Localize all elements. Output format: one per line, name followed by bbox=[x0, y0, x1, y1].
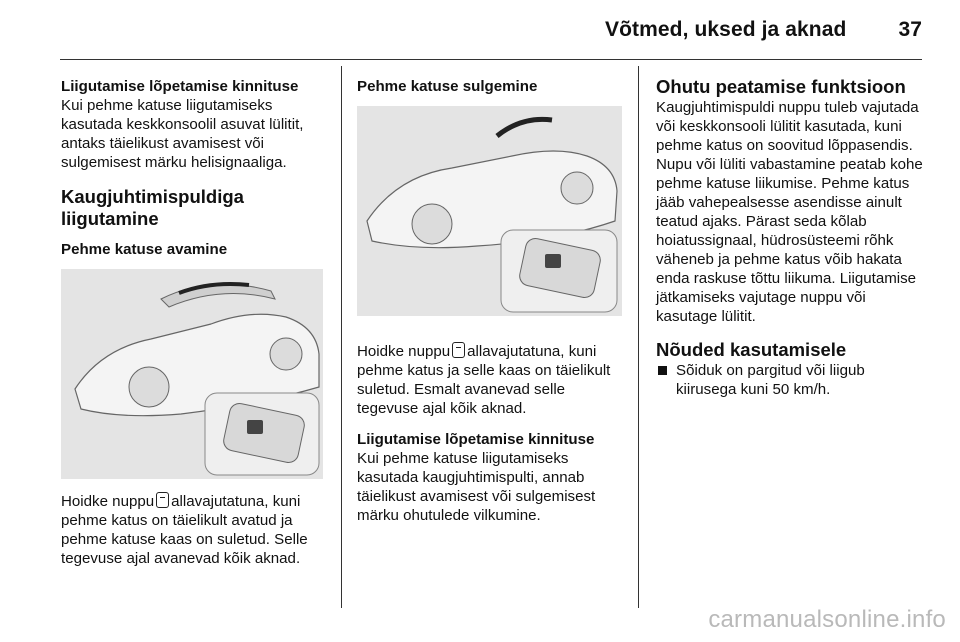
column-3 bbox=[656, 77, 928, 399]
page-number: 37 bbox=[898, 18, 922, 41]
heading-requirements: Nõuded kasutamisele bbox=[656, 339, 847, 360]
subheading-confirmation-remote: Liigutamise lõpetamise kinnituse bbox=[357, 431, 595, 448]
illustration-car-roof-opening bbox=[61, 269, 323, 479]
bullet-square-icon bbox=[658, 366, 667, 375]
bullet-text: Sõiduk on pargitud või liigub kiirusega kuni 50 km/h. bbox=[676, 362, 865, 398]
subheading-confirmation: Liigutamise lõpetamise kinnituse bbox=[61, 78, 299, 95]
column-divider-1 bbox=[341, 66, 342, 608]
paragraph-safety-stop: Kaugjuhtimispuldi nuppu tuleb vajutada või keskkonsooli lülitit kasutada, kuni pehme katus on soovitud lõppasendis. Nupu või lüliti vabastamine peatab kohe pehme katuse liikumise. Pehme katus jääb vahepealsesse asendisse ainult teatud ajaks. Pärast seda kõlab hoiatussignaal, hüdrosüsteemi rõhk väheneb ja pehme katus võib hakata enda raskuse tõttu liikuma. Liigutamise jätkamiseks vajutage nuppu või kasutage lülitit. bbox=[656, 99, 923, 325]
watermark: carmanualsonline.info bbox=[708, 606, 946, 633]
paragraph-hazard-lights: Kui pehme katuse liigutamiseks kasutada kaugjuhtimispulti, annab täielikust avamisest või sulgemisest märku ohutulede vilkumine. bbox=[357, 450, 596, 524]
bullet-item bbox=[656, 361, 928, 399]
roof-open-key-icon bbox=[156, 492, 169, 508]
paragraph-open-instructions: Hoidke nuppu allavajutatuna, kuni pehme katus on täielikult avatud ja pehme katuse kaas on suletud. Selle tegevuse ajal avanevad kõik aknad. bbox=[61, 493, 308, 567]
section-title: Võtmed, uksed ja aknad bbox=[604, 18, 847, 41]
subheading-opening: Pehme katuse avamine bbox=[61, 241, 228, 258]
column-divider-2 bbox=[638, 66, 639, 608]
subheading-closing: Pehme katuse sulgemine bbox=[357, 78, 538, 95]
paragraph-close-instructions: Hoidke nuppu allavajutatuna, kuni pehme katus ja selle kaas on täielikult suletud. Esmalt avanevad selle tegevuse ajal kõik aknad. bbox=[357, 343, 611, 417]
paragraph-console-switch: Kui pehme katuse liigutamiseks kasutada keskkonsoolil asuvat lülitit, antaks täielikust avamisest või sulgemisest märku helisignaaliga. bbox=[61, 97, 304, 171]
illustration-car-roof-closing bbox=[357, 106, 622, 316]
header-rule bbox=[60, 59, 922, 60]
car-illustration-closing bbox=[357, 106, 622, 316]
page-header bbox=[605, 18, 922, 42]
heading-safety-stop: Ohutu peatamise funktsioon bbox=[656, 76, 906, 97]
column-1 bbox=[61, 77, 329, 568]
car-illustration bbox=[61, 269, 323, 479]
roof-close-key-icon bbox=[452, 342, 465, 358]
heading-remote-control: Kaugjuhtimispuldiga liigutamine bbox=[61, 186, 244, 229]
column-2 bbox=[357, 77, 627, 525]
